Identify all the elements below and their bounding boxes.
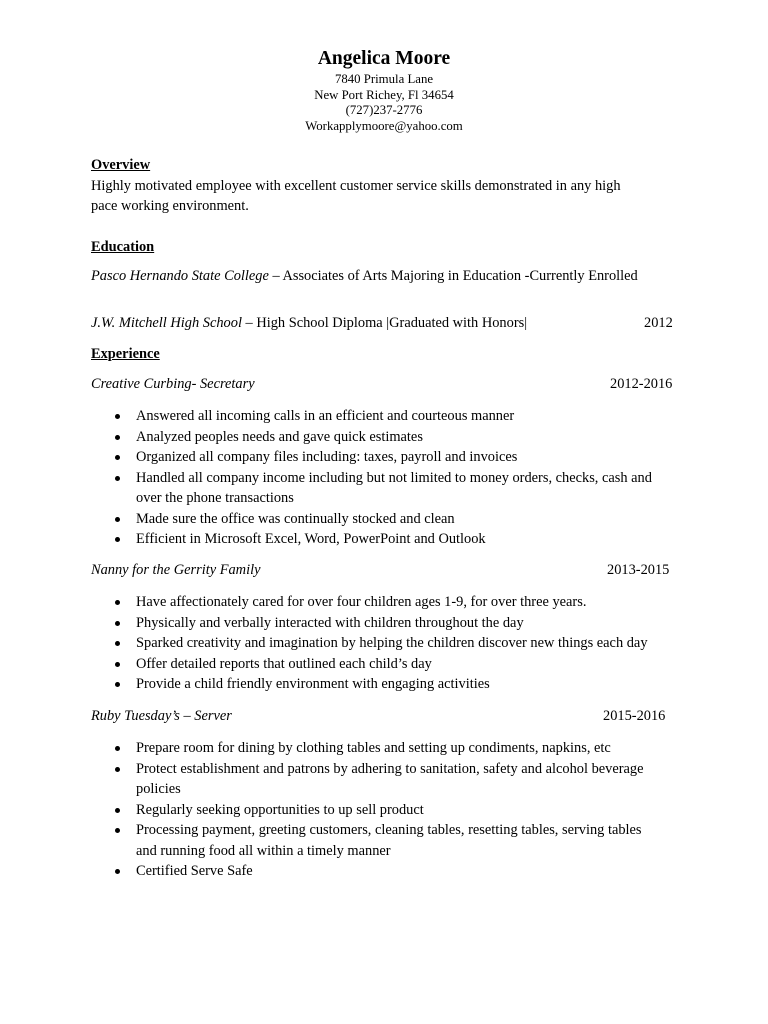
education-school: Pasco Hernando State College	[91, 268, 269, 284]
bullet-icon	[115, 828, 120, 833]
experience-heading-block	[91, 344, 681, 365]
list-item: Handled all company income including but not limited to money orders, checks, cash and over the phone transactions	[91, 468, 681, 509]
bullet-icon	[115, 476, 120, 481]
overview-heading: Overview	[91, 157, 151, 173]
address-line-2: New Port Richey, Fl 34654	[314, 87, 454, 102]
overview-text-line-2: pace working environment.	[91, 198, 249, 214]
experience-heading: Experience	[91, 346, 160, 362]
job-dates: 2015-2016	[603, 708, 666, 724]
list-item: Have affectionately cared for over four children ages 1-9, for over three years.	[91, 592, 681, 613]
education-school: J.W. Mitchell High School	[91, 315, 242, 331]
overview-text-line-1: Highly motivated employee with excellent customer service skills demonstrated in any high	[91, 177, 621, 194]
bullet-icon	[115, 517, 120, 522]
list-item: Regularly seeking opportunities to up sell product	[91, 800, 681, 821]
education-detail: – Associates of Arts Majoring in Education -Currently Enrolled	[268, 268, 638, 284]
bullet-icon	[115, 435, 120, 440]
applicant-name: Angelica Moore	[317, 48, 451, 69]
list-item: Organized all company files including: taxes, payroll and invoices	[91, 447, 681, 468]
bullet-icon	[115, 808, 120, 813]
education-heading-block	[91, 237, 681, 258]
bullet-icon	[115, 414, 120, 419]
bullet-icon	[115, 537, 120, 542]
job-dates: 2013-2015	[607, 562, 670, 578]
job-title: Ruby Tuesday’s – Server	[91, 708, 232, 724]
list-item: Physically and verbally interacted with children throughout the day	[91, 613, 681, 634]
list-item: Answered all incoming calls in an efficient and courteous manner	[91, 406, 681, 427]
list-item: Made sure the office was continually stocked and clean	[91, 509, 681, 530]
overview-section	[91, 155, 681, 217]
education-item	[91, 313, 681, 334]
email-address: Workapplymoore@yahoo.com	[305, 118, 463, 133]
bullet-icon	[115, 621, 120, 626]
bullet-icon	[115, 682, 120, 687]
job-entry	[91, 374, 681, 395]
education-heading: Education	[91, 239, 155, 255]
job-bullets	[91, 738, 681, 882]
bullet-icon	[115, 600, 120, 605]
list-item: Protect establishment and patrons by adhering to sanitation, safety and alcohol beverage policies	[91, 759, 681, 800]
list-item: Sparked creativity and imagination by helping the children discover new things each day	[91, 633, 681, 654]
education-detail: – High School Diploma |Graduated with Honors|	[241, 315, 528, 331]
list-item: Prepare room for dining by clothing tables and setting up condiments, napkins, etc	[91, 738, 681, 759]
phone-number: (727)237-2776	[345, 103, 423, 117]
education-item	[91, 266, 681, 287]
job-title: Nanny for the Gerrity Family	[91, 562, 261, 578]
list-item: Efficient in Microsoft Excel, Word, PowerPoint and Outlook	[91, 529, 681, 550]
job-entry	[91, 706, 681, 727]
education-date: 2012	[644, 315, 673, 331]
bullet-icon	[115, 662, 120, 667]
bullet-icon	[115, 455, 120, 460]
list-item: Processing payment, greeting customers, cleaning tables, resetting tables, serving tables and running food all within a timely manner	[91, 820, 681, 861]
job-bullets	[91, 406, 681, 550]
list-item: Analyzed peoples needs and gave quick estimates	[91, 427, 681, 448]
job-dates: 2012-2016	[610, 376, 673, 392]
job-bullets	[91, 592, 681, 695]
bullet-icon	[115, 641, 120, 646]
list-item: Certified Serve Safe	[91, 861, 681, 882]
bullet-icon	[115, 869, 120, 874]
job-title: Creative Curbing- Secretary	[91, 376, 255, 392]
job-entry	[91, 560, 681, 581]
bullet-icon	[115, 746, 120, 751]
list-item: Provide a child friendly environment with engaging activities	[91, 674, 681, 695]
list-item: Offer detailed reports that outlined each child’s day	[91, 654, 681, 675]
resume-header	[0, 47, 768, 134]
address-line-1: 7840 Primula Lane	[334, 72, 434, 86]
bullet-icon	[115, 767, 120, 772]
